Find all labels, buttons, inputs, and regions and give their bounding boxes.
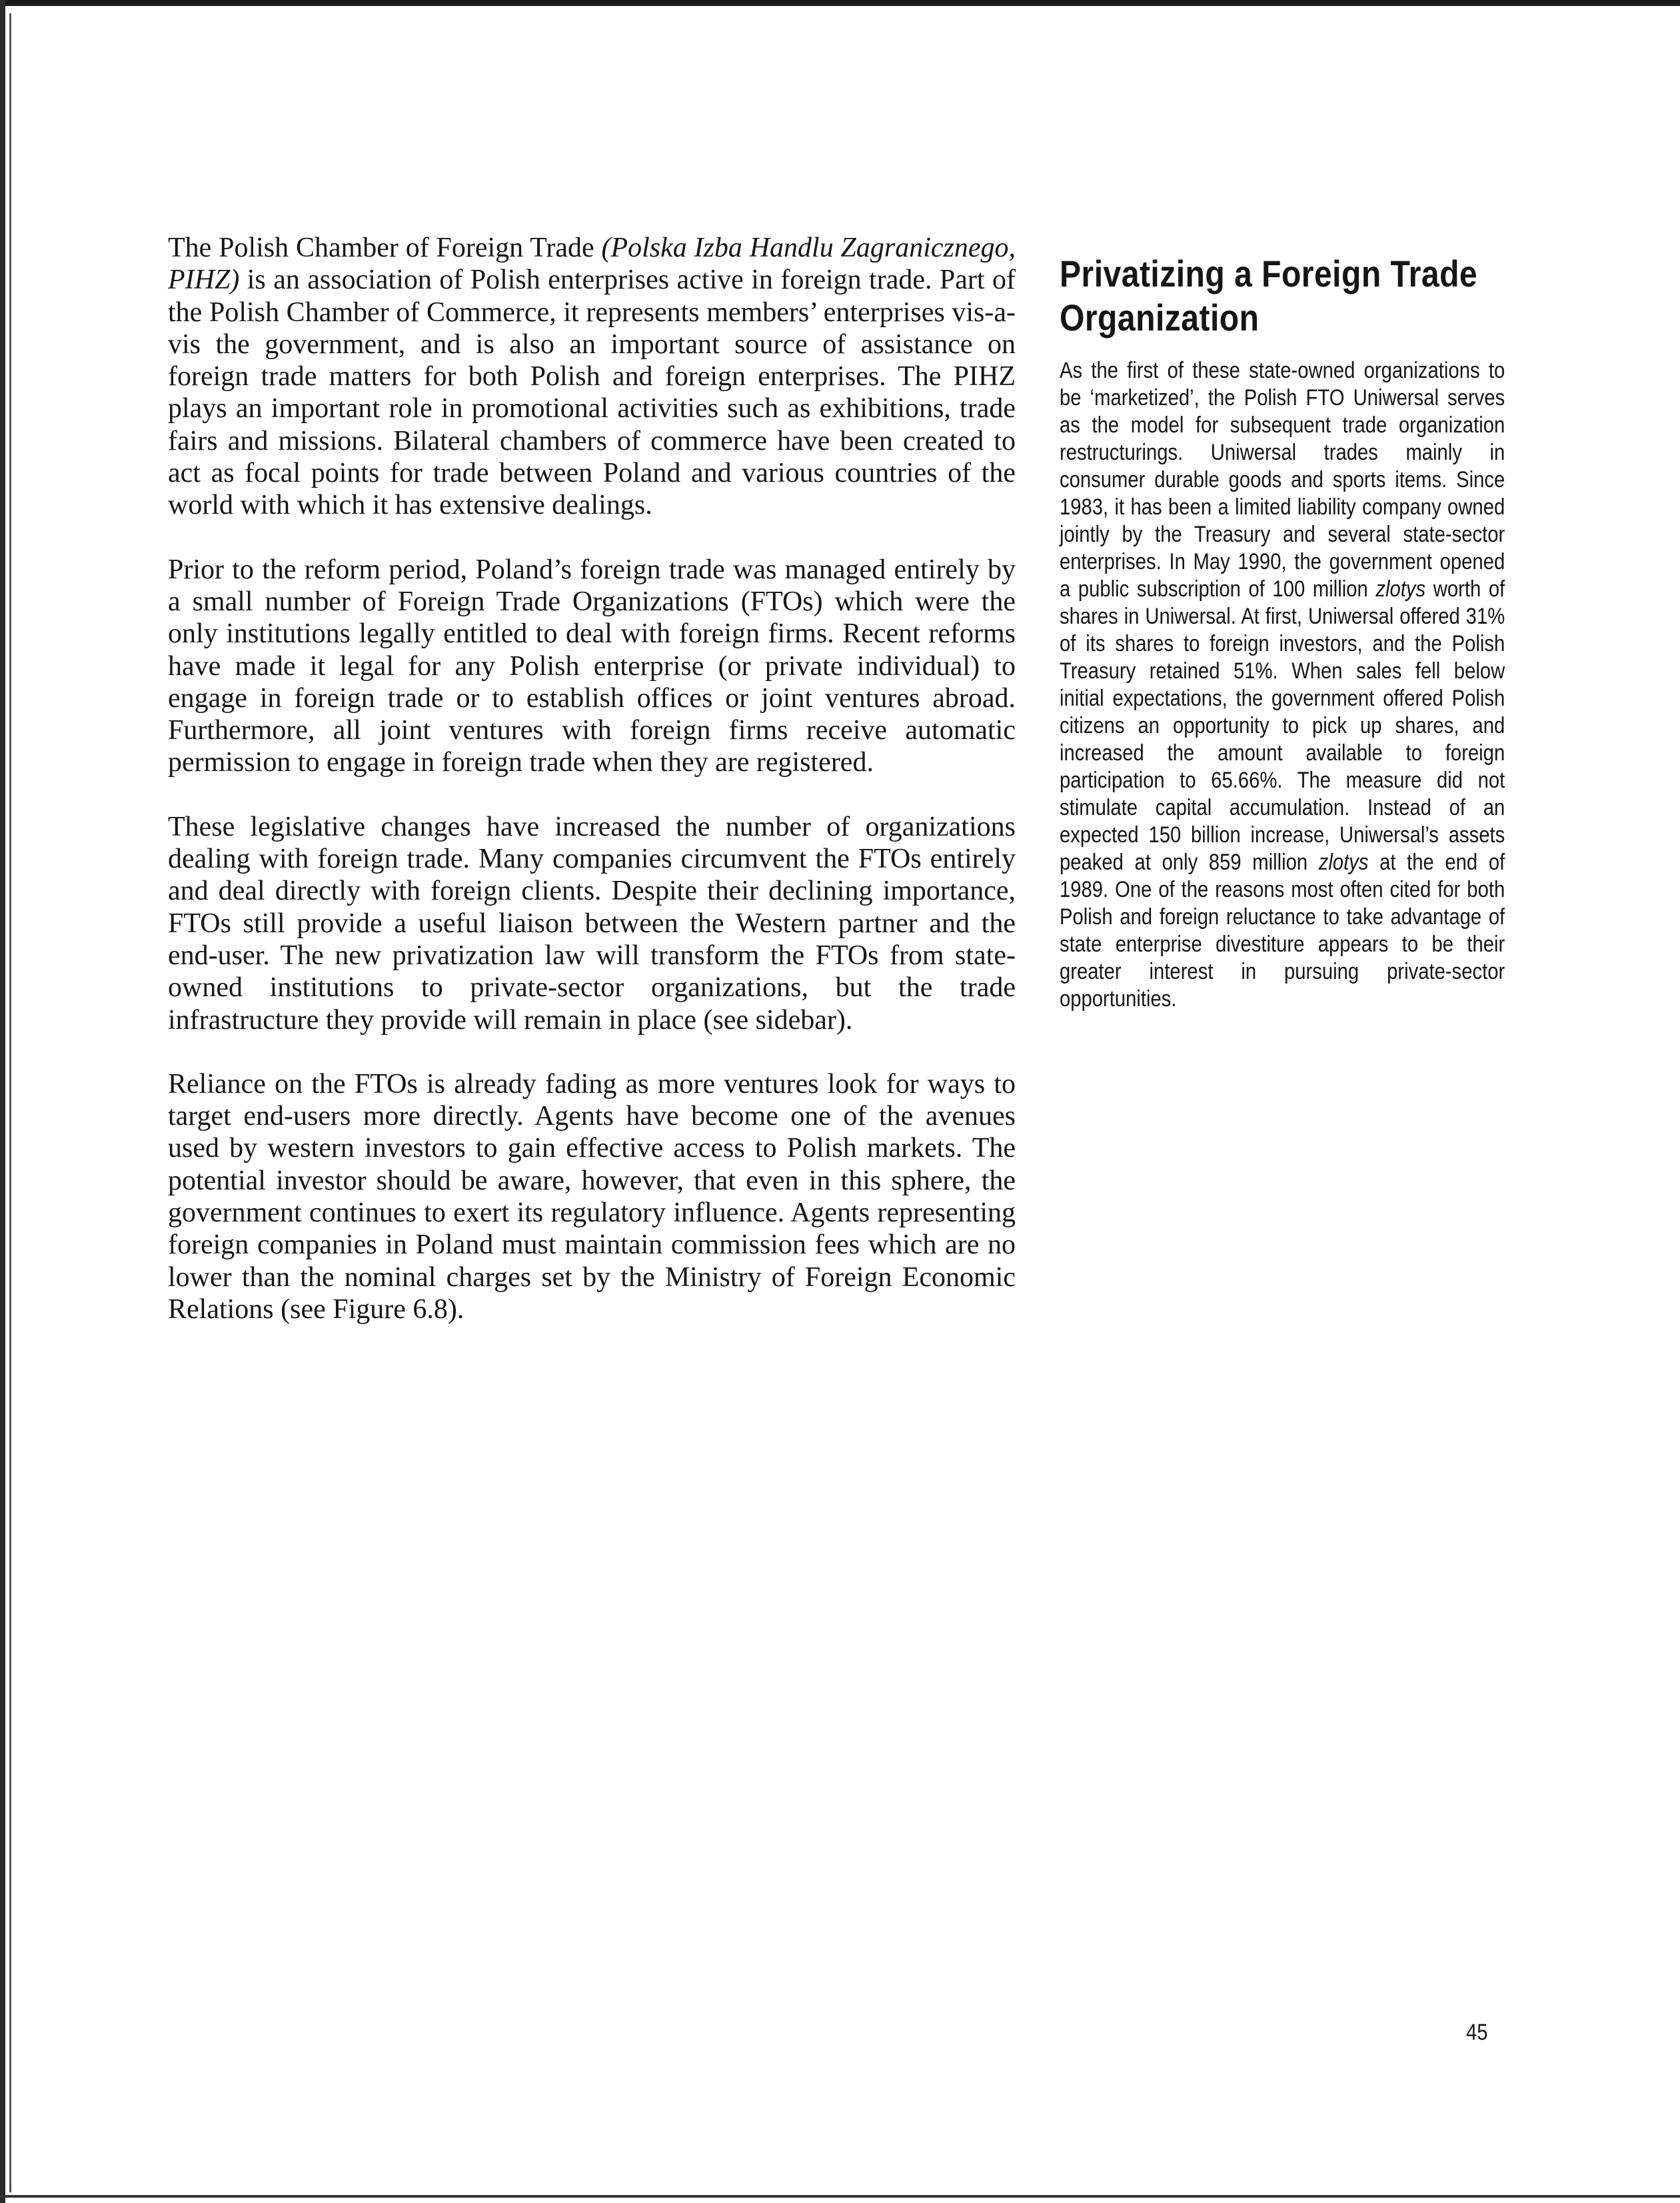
paragraph-reliance-on-ftos: Reliance on the FTOs is already fading as more ventures look for ways to target end-users more directly. Agents have become one of the avenues used by western investors to gain effective access to Polish markets. The potential investor should be aware, however, that even in this sphere, the government continues to exert its regulatory influence. Agents representing foreign companies in Poland must maintain commission fees which are no lower than the nominal charges set by the Ministry of Foreign Economic Relations (see Figure 6.8). xyxy=(168,1068,1016,1325)
scan-edge-bottom xyxy=(0,2195,1680,2198)
sidebar-body-part-3: at the end of 1989. One of the reasons most often cited for both Polish and foreign reluctance to take advantage of state enterprise divestiture appears to be their greater interest in pursuing private-sector opportunities. xyxy=(1060,850,1505,1012)
scan-edge-top xyxy=(0,0,1680,6)
sidebar-heading: Privatizing a Foreign Trade Organization xyxy=(1060,253,1478,339)
scan-edge-left xyxy=(0,0,5,2203)
sidebar-body-italic-2: zlotys xyxy=(1318,850,1369,875)
paragraph-legislative-changes: These legislative changes have increased the number of organizations dealing with foreign trade. Many companies circumvent the FTOs entirely and deal directly with foreign clients. Despite their declining importance, FTOs still provide a useful liaison between the Western partner and the end-user. The new privatization law will transform the FTOs from state-owned institutions to private-sector organizations, but the trade infrastructure they provide will remain in place (see sidebar). xyxy=(168,811,1016,1036)
sidebar xyxy=(1060,252,1505,1013)
paragraph-reform-period: Prior to the reform period, Poland’s foreign trade was managed entirely by a small number of Foreign Trade Organizations (FTOs) which were the only institutions legally entitled to deal with foreign firms. Recent reforms have made it legal for any Polish enterprise (or private individual) to engage in foreign trade or to establish offices or joint ventures abroad. Furthermore, all joint ventures with foreign firms receive automatic permission to engage in foreign trade when they are registered. xyxy=(168,554,1016,778)
paragraph-1-text-b: is an association of Polish enterprises active in foreign trade. Part of the Polish Chamber of Commerce, it represents members’ enterprises vis-a-vis the government, and is also an important source of assistance on foreign trade matters for both Polish and foreign enterprises. The PIHZ plays an important role in promotional activities such as exhibitions, trade fairs and missions. Bilateral chambers of commerce have been created to act as focal points for trade between Poland and various countries of the world with which it has extensive dealings. xyxy=(168,265,1016,521)
sidebar-body-italic-1: zlotys xyxy=(1375,576,1426,602)
paragraph-polish-chamber xyxy=(168,232,1016,522)
main-text-column xyxy=(168,232,1016,1357)
paragraph-1-text-a: The Polish Chamber of Foreign Trade xyxy=(168,233,602,263)
paragraph-1-italic-name: (Polska Izba Handlu Zagranicznego, PIHZ) xyxy=(168,233,1016,296)
sidebar-body-part-2: worth of shares in Uniwersal. At first, Uniwersal offered 31% of its shares to foreign investors, and the Polish Treasury retained 51%. When sales fell below initial expectations, the government offered Polish citizens an opportunity to pick up shares, and increased the amount available to foreign participation to 65.66%. The measure did not stimulate capital accumulation. Instead of an expected 150 billion increase, Uniwersal’s assets peaked at only 859 million xyxy=(1060,576,1505,875)
sidebar-body-part-1: As the first of these state-owned organizations to be ‘marketized’, the Polish FTO Uniwersal serves as the model for subsequent trade organization restructurings. Uniwersal trades mainly in consumer durable goods and sports items. Since 1983, it has been a limited liability company owned jointly by the Treasury and several state-sector enterprises. In May 1990, the government opened a public subscription of 100 million xyxy=(1060,358,1505,602)
sidebar-body xyxy=(1060,357,1505,1013)
scan-edge-left-line xyxy=(9,13,11,2192)
page-number: 45 xyxy=(1466,2020,1488,2045)
